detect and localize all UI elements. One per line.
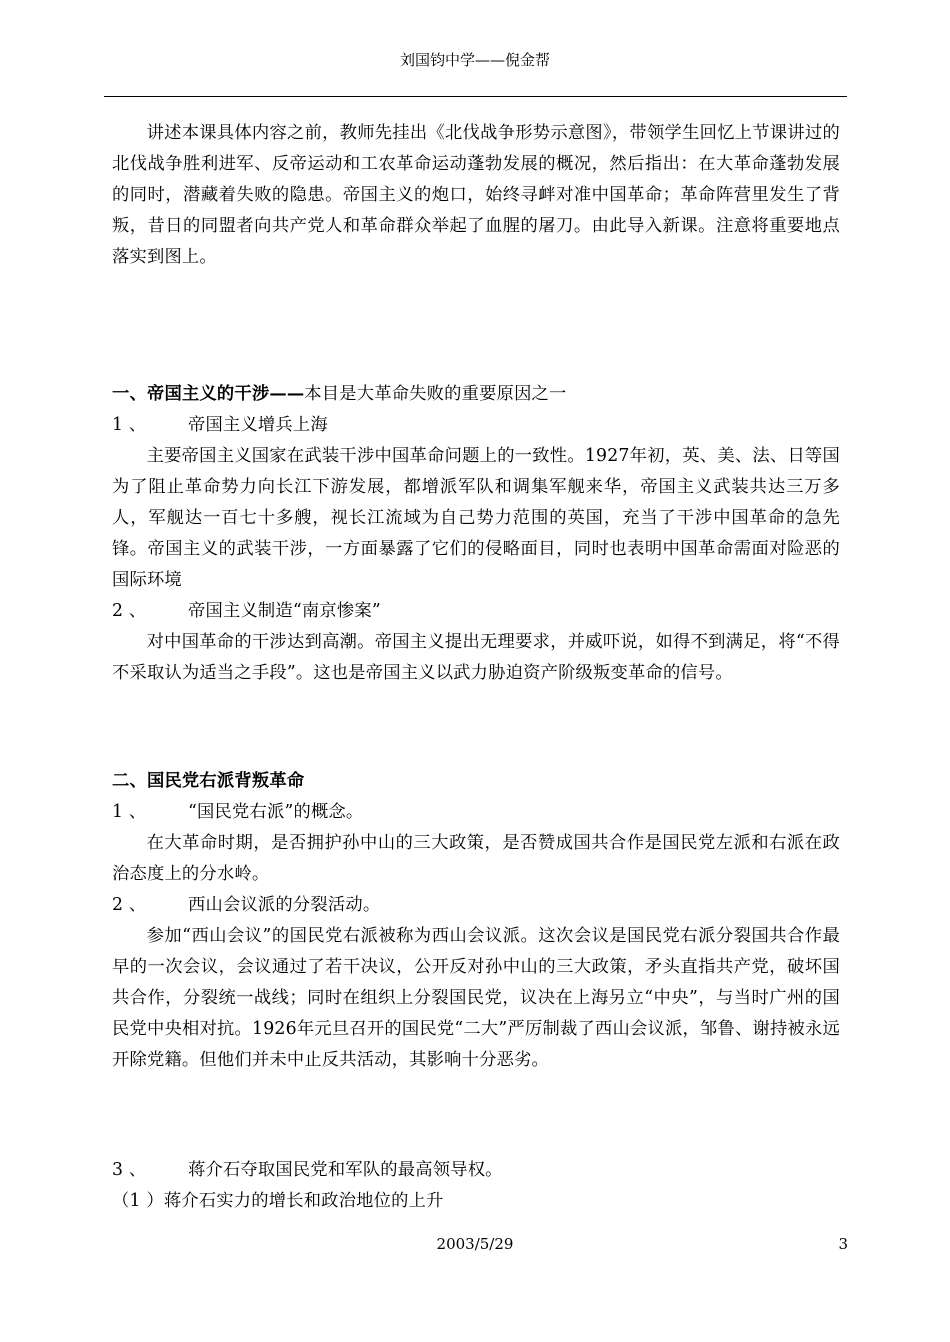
- item-number: 3 、: [112, 1160, 147, 1180]
- section-2-heading: 二、国民党右派背叛革命: [112, 771, 305, 791]
- section-1-item-2: [112, 596, 840, 627]
- section-1-heading-bold: 一、帝国主义的干涉——: [112, 384, 305, 404]
- item-title: 帝国主义制造“南京惨案”: [188, 601, 381, 621]
- section-1-paragraph-2: 对中国革命的干涉达到高潮。帝国主义提出无理要求，并威吓说，如得不到满足，将“不得不采取认为适当之手段”。这也是帝国主义以武力胁迫资产阶级叛变革命的信号。: [112, 632, 840, 683]
- section-1-paragraph-1: 主要帝国主义国家在武装干涉中国革命问题上的一致性。1927年初，英、美、法、日等国为了阻止革命势力向长江下游发展，都增派军队和调集军舰来华，帝国主义武装共达三万多人，军舰达一百七十多艘，视长江流域为自己势力范围的英国，充当了干涉中国革命的急先锋。帝国主义的武装干涉，一方面暴露了它们的侵略面目，同时也表明中国革命需面对险恶的国际环境: [112, 446, 840, 590]
- section-1-heading-rest: 本目是大革命失败的重要原因之一: [304, 384, 567, 404]
- section-1-item-1: [112, 410, 840, 441]
- section-1-heading: [112, 379, 840, 410]
- intro-block: [112, 118, 840, 273]
- footer-date: 2003/5/29: [436, 1235, 514, 1253]
- item-number: 1 、: [112, 802, 147, 822]
- section-2-paragraph-2: 参加“西山会议”的国民党右派被称为西山会议派。这次会议是国民党右派分裂国共合作最早的一次会议，会议通过了若干决议，公开反对孙中山的三大政策，矛头直指共产党，破坏国共合作，分裂统一战线；同时在组织上分裂国民党，议决在上海另立“中央”，与当时广州的国民党中央相对抗。1926年元旦召开的国民党“二大”严厉制裁了西山会议派，邹鲁、谢持被永远开除党籍。但他们并未中止反共活动，其影响十分恶劣。: [112, 926, 840, 1070]
- intro-paragraph: 讲述本课具体内容之前，教师先挂出《北伐战争形势示意图》，带领学生回忆上节课讲过的北伐战争胜利进军、反帝运动和工农革命运动蓬勃发展的概况，然后指出：在大革命蓬勃发展的同时，潜藏着失败的隐患。帝国主义的炮口，始终寻衅对准中国革命；革命阵营里发生了背叛，昔日的同盟者向共产党人和革命群众举起了血腥的屠刀。由此导入新课。注意将重要地点落实到图上。: [112, 123, 840, 267]
- page-header: 刘国钧中学——倪金帮: [399, 51, 550, 69]
- section-2-continued: [112, 1155, 840, 1217]
- item-title: 蒋介石夺取国民党和军队的最高领导权。: [188, 1160, 503, 1180]
- section-2: [112, 766, 840, 1076]
- section-2-paragraph-1: 在大革命时期，是否拥护孙中山的三大政策，是否赞成国共合作是国民党左派和右派在政治态度上的分水岭。: [112, 833, 840, 884]
- section-2-subitem-1: （1 ）蒋介石实力的增长和政治地位的上升: [112, 1191, 444, 1211]
- item-title: 西山会议派的分裂活动。: [188, 895, 381, 915]
- item-title: 帝国主义增兵上海: [188, 415, 328, 435]
- page-number: 3: [838, 1235, 848, 1253]
- item-title: “国民党右派”的概念。: [188, 802, 364, 822]
- item-number: 1 、: [112, 415, 147, 435]
- section-1: [112, 379, 840, 689]
- item-number: 2 、: [112, 895, 147, 915]
- section-2-item-1: [112, 797, 840, 828]
- section-2-item-3: [112, 1155, 840, 1186]
- header-divider: [104, 96, 847, 97]
- section-2-item-2: [112, 890, 840, 921]
- item-number: 2 、: [112, 601, 147, 621]
